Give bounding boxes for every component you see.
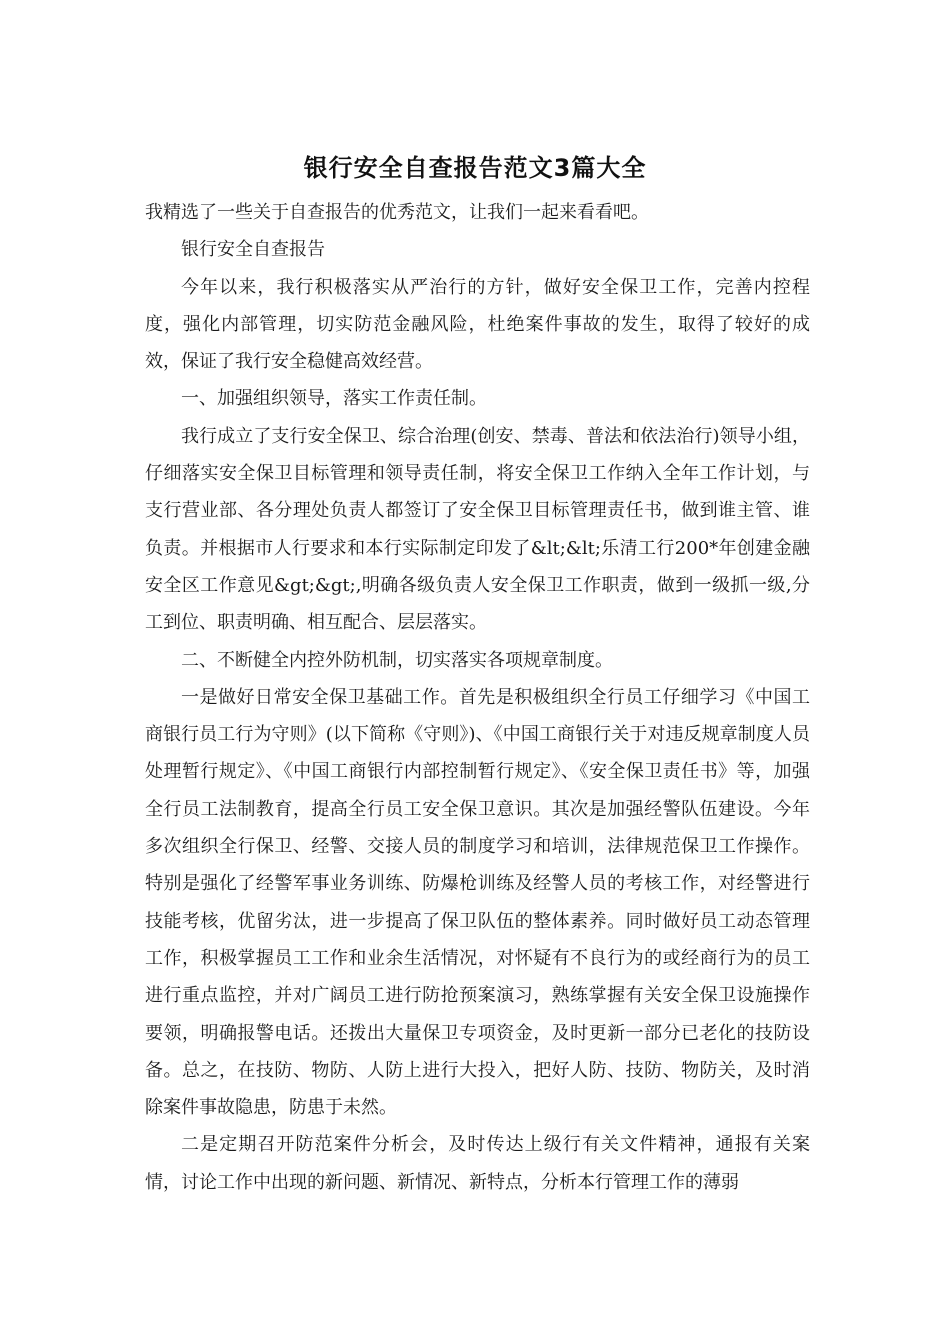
section-heading: 二、不断健全内控外防机制，切实落实各项规章制度。	[181, 649, 613, 671]
intro-paragraph: 我精选了一些关于自查报告的优秀范文，让我们一起来看看吧。	[145, 202, 649, 223]
body-paragraph: 一是做好日常安全保卫基础工作。首先是积极组织全行员工仔细学习《中国工商银行员工行为守则》(以下简称《守则》)、《中国工商银行关于对违反规章制度人员处理暂行规定》、《中国工商银行内部控制暂行规定》、《安全保卫责任书》等，加强全行员工法制教育，提高全行员工安全保卫意识。其次是加强经警队伍建设。今年多次组织全行保卫、经警、交接人员的制度学习和培训，法律规范保卫工作操作。特别是强化了经警军事业务训练、防爆枪训练及经警人员的考核工作，对经警进行技能考核，优留劣汰，进一步提高了保卫队伍的整体素养。同时做好员工动态管理工作，积极掌握员工工作和业余生活情况，对怀疑有不良行为的或经商行为的员工进行重点监控，并对广阔员工进行防抢预案演习，熟练掌握有关安全保卫设施操作要领，明确报警电话。还拨出大量保卫专项资金，及时更新一部分已老化的技防设备。总之，在技防、物防、人防上进行大投入，把好人防、技防、物防关，及时消除案件事故隐患，防患于未然。	[145, 686, 810, 1119]
section-heading: 银行安全自查报告	[181, 239, 325, 261]
section-heading: 一、加强组织领导，落实工作责任制。	[181, 388, 487, 410]
document-body	[145, 194, 810, 1201]
body-paragraph: 今年以来，我行积极落实从严治行的方针，做好安全保卫工作，完善内控程度，强化内部管理，切实防范金融风险，杜绝案件事故的发生，取得了较好的成效，保证了我行安全稳健高效经营。	[145, 276, 810, 373]
body-paragraph: 我行成立了支行安全保卫、综合治理(创安、禁毒、普法和依法治行)领导小组，仔细落实安全保卫目标管理和领导责任制，将安全保卫工作纳入全年工作计划，与支行营业部、各分理处负责人都签订了安全保卫目标管理责任书，做到谁主管、谁负责。并根据市人行要求和本行实际制定印发了&lt;&lt;乐清工行200*年创建金融安全区工作意见&gt;&gt;,明确各级负责人安全保卫工作职责，做到一级抓一级,分工到位、职责明确、相互配合、层层落实。	[145, 425, 810, 634]
document-title: 银行安全自查报告范文3篇大全	[303, 154, 647, 182]
body-paragraph: 二是定期召开防范案件分析会，及时传达上级行有关文件精神，通报有关案情，讨论工作中出现的新问题、新情况、新特点，分析本行管理工作的薄弱	[145, 1134, 810, 1193]
